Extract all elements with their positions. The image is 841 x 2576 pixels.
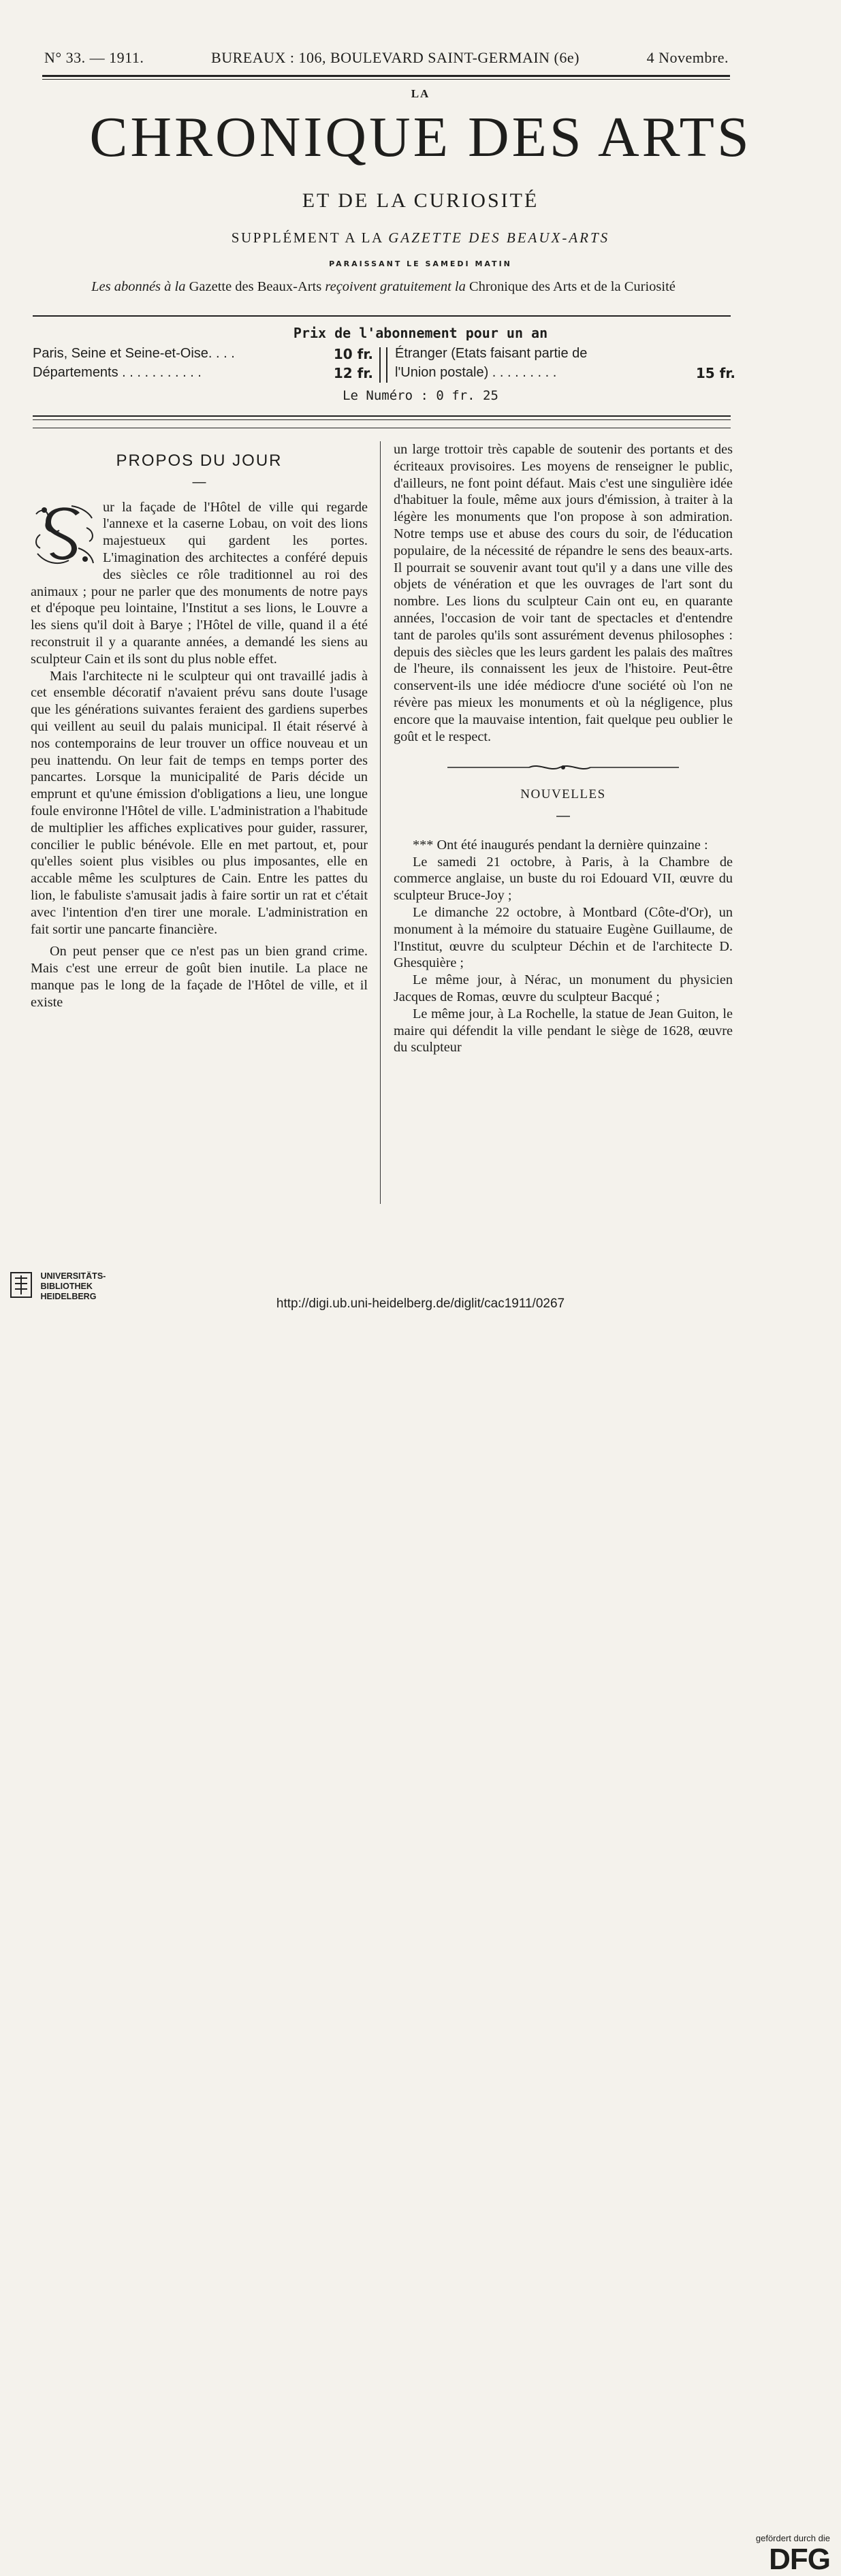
issue-number: N° 33. — 1911. [44,49,144,66]
title-la: LA [411,87,430,100]
price-value-paris: 10 fr. [333,346,373,362]
footer-bar [0,1268,841,2576]
supplement-prefix: SUPPLÉMENT A LA [231,229,383,246]
uni-line-2: BIBLIOTHEK [40,1282,93,1291]
dfg-wordmark: DFG [769,2543,830,2576]
price-label-etranger-2: l'Union postale) . . . . . . . . . [395,365,557,380]
nouvelles-item-1: Le samedi 21 octobre, à Paris, à la Chambre de commerce anglaise, un buste du roi Edouard VII, œuvre du sculpteur Bruce-Joy ; [394,854,733,904]
prices-top-rule [33,315,731,317]
abonnes-line [33,279,734,295]
nouvelles-item-4: Le même jour, à La Rochelle, la statue de Jean Guiton, le maire qui défendit la ville pendant le siège de 1628, œuvre du sculpteur [394,1006,733,1055]
nouvelles-heading: NOUVELLES [520,787,606,802]
prices-divider-bars [379,347,387,383]
prices-heading: Prix de l'abonnement pour un an [293,325,548,341]
price-value-etranger: 15 fr. [695,365,735,381]
bureaux-address: BUREAUX : 106, BOULEVARD SAINT-GERMAIN (6e) [211,49,580,66]
abonnes-part4: Chronique des Arts et de la Curiosité [469,279,676,294]
price-numero: Le Numéro : 0 fr. 25 [343,388,498,403]
price-row-paris [33,346,373,365]
nouvelles-item-2: Le dimanche 22 octobre, à Montbard (Côte-d'Or), un monument à la mémoire du statuaire Eugène Guillaume, de l'Institut, œuvre du sculpteur Déchin et de l'architecte D. Ghesquière ; [394,904,733,971]
issue-date: 4 Novembre. [646,49,729,66]
uni-line-1: UNIVERSITÄTS- [40,1271,106,1281]
supplement-line [0,229,841,247]
price-row-departements [33,365,373,384]
prices-left [33,346,373,384]
price-row-etranger-2 [395,365,735,384]
dfg-logo [756,2533,830,2576]
propos-paragraph-2: Mais l'architecte ni le sculpteur qui ont travaillé jadis à cet ensemble décoratif n'avaient prévu sans doute l'usage que les générations suivantes feraient des gardiens superbes qui veillent au seuil du palais municipal. Il était réservé à nos contemporains de leur trouver un office nouveau et un peu inattendu. On leur fait de temps en temps porter des pancartes. Lorsque la municipalité de Paris décide un emprunt et qu'une émission d'obligations a lieu, une longue foule environne l'Hôtel de ville. L'administration a l'habitude de multiplier les affiches explicatives pour guider, rassurer, concilier le public bénévole. Elle en met partout, et, pour qu'elles soient plus visibles ou plus imposantes, elle en accable même les sculptures de Cain. Entre les pattes du lion, le fabuliste s'amusait jadis à faire sortir un rat et c'était avec l'intention d'en tirer une morale. L'administration en fait sortir une pancarte financière. [31,668,368,937]
ornament-divider [394,760,733,777]
nouvelles-dash: — [556,808,570,823]
supplement-gazette: GAZETTE DES BEAUX-ARTS [388,229,610,246]
abonnes-part3: reçoivent gratuitement la [325,279,466,294]
right-column [394,441,733,1056]
price-label-etranger-1: Étranger (Etats faisant partie de [395,346,588,361]
dropcap-s [31,500,97,569]
uni-line-3: HEIDELBERG [40,1292,97,1301]
page-title: CHRONIQUE DES ARTS [89,106,752,169]
price-row-etranger-1 [395,346,735,365]
nouvelles-item-3: Le même jour, à Nérac, un monument du physicien Jacques de Romas, œuvre du sculpteur Bacqué ; [394,972,733,1004]
left-column [31,453,368,1011]
propos-paragraph-3: On peut penser que ce n'est pas un bien grand crime. Mais c'est une erreur de goût bien inutile. La place ne manque pas le long de la façade de l'Hôtel de ville, et il existe [31,944,368,1010]
prices-right [395,346,735,384]
price-label-departements: Départements . . . . . . . . . . . [33,365,202,380]
propos-dash: — [192,474,206,490]
propos-text-1: ur la façade de l'Hôtel de ville qui regarde l'annexe et la caserne Lobau, on voit des lions majestueux qui gardent les portes. L'imagination des architectes a conféré depuis des siècles ce rôle traditionnel au roi des animaux ; pour ne parler que des monuments de notre pays et d'époque peu lointaine, l'Institut a ses lions, le Louvre a les siens qu'il doit à Barye ; l'Hôtel de ville, quand il a été reconstruit il y a quarante années, a demandé les siens au sculpteur Cain et ils sont du plus noble effet. [31,499,368,667]
masthead-rule-thick [42,75,730,77]
masthead-line [44,49,729,67]
column-divider [380,441,381,1204]
propos-heading: PROPOS DU JOUR [116,451,283,470]
price-value-departements: 12 fr. [333,365,373,381]
prices-bottom-rule-2 [33,419,731,420]
abonnes-part1: Les abonnés à la [91,279,186,294]
masthead-rule-thin [42,79,730,80]
abonnes-part2: Gazette des Beaux-Arts [189,279,322,294]
page-subtitle: ET DE LA CURIOSITÉ [302,189,539,212]
price-label-paris: Paris, Seine et Seine-et-Oise. . . . [33,346,235,361]
prices-bottom-rule-1 [33,415,731,417]
paraissant-line: PARAISSANT LE SAMEDI MATIN [329,259,512,268]
dfg-sponsor-text: gefördert durch die [755,2533,830,2543]
propos-paragraph-1 [31,499,368,668]
nouvelles-intro: *** Ont été inaugurés pendant la dernière quinzaine : [413,837,708,853]
footer-url-link[interactable]: http://digi.ub.uni-heidelberg.de/diglit/cac1911/0267 [276,1297,565,1311]
propos-paragraph-4: un large trottoir très capable de soutenir des portants et des écriteaux provisoires. Les moyens de renseigner le public, d'ailleurs, ne font point défaut. Mais c'est une singulière idée d'habituer la foule, même aux jours d'émission, à traiter à la légère les monuments que l'on propose à son admiration. Notre temps use et abuse des cours du soir, de l'éducation populaire, de la nécessité de répandre le sens des beaux-arts. Il pourrait se souvenir avant tout qu'il y a dans une ville des objets de vénération et que les ouvrages de l'art sont du nombre. Les lions du sculpteur Cain ont eu, en quarante années, l'occasion de voir tant de spectacles et d'entendre tant de paroles qu'ils sont assurément devenus philosophes : depuis des siècles que les leurs gardent les palais des maîtres de l'heure, ils connaissent les jeux de l'histoire. Peut-être conservent-ils une idée médiocre d'une société où l'on ne révère pas mieux les monuments et où la négligence, plus encore que la mauvaise intention, fait quelque peu oublier le goût et le respect. [394,442,733,744]
